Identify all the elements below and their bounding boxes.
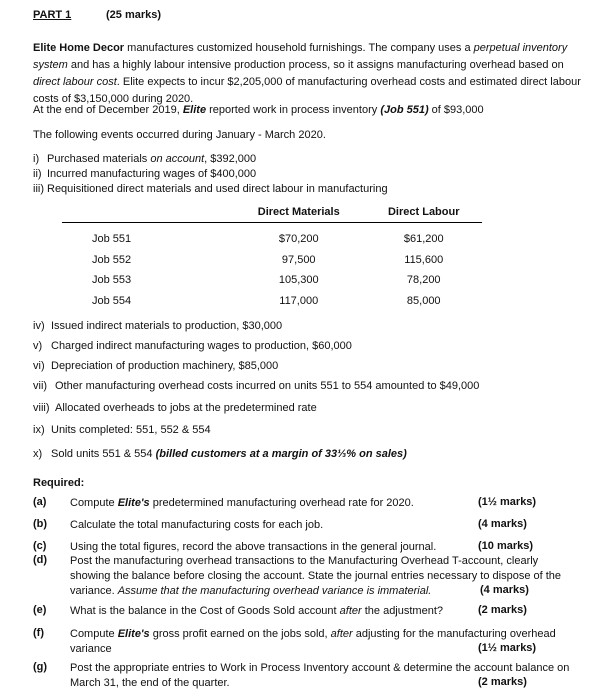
event-num: v) (33, 340, 43, 352)
table-cell: Job 552 (92, 253, 132, 266)
intro-dlc: direct labour cost (33, 76, 117, 88)
intro-paragraph (33, 40, 585, 108)
event-text: Sold units 551 & 554 (51, 448, 156, 460)
table-cell: 115,600 (404, 253, 444, 266)
table-header (62, 206, 232, 223)
req-marks: (1½ marks) (478, 496, 537, 508)
event-item (33, 320, 282, 332)
table-header: Direct Labour (365, 206, 482, 223)
event-text: Other manufacturing overhead costs incurred on units 551 to 554 amounted to $49,000 (55, 380, 480, 392)
req-part: gross profit earned on the jobs sold, (149, 628, 331, 640)
event-item (33, 424, 211, 436)
event-text: Units completed: 551, 552 & 554 (51, 424, 211, 436)
intro-text-2: and has a highly labour intensive production process, so it assigns manufacturing overhead based on (67, 59, 564, 71)
event-item (33, 168, 256, 180)
req-label: (f) (33, 627, 44, 639)
event-item (33, 380, 479, 392)
event-text: Incurred manufacturing wages of $400,000 (47, 168, 257, 180)
event-num: vi) (33, 360, 45, 372)
events-intro: The following events occurred during January - March 2020. (33, 129, 326, 141)
event-num: ix) (33, 424, 45, 436)
event-item (33, 448, 407, 460)
table-cell: 78,200 (406, 274, 441, 287)
req-label: (e) (33, 604, 47, 616)
event-num: iii) (33, 183, 44, 195)
table-row (62, 250, 482, 271)
req-marks: (1½ marks) (478, 642, 537, 654)
req-elite: Elite's (117, 628, 150, 640)
req-label: (a) (33, 496, 47, 508)
event-italic: on account (150, 153, 205, 165)
table-header-row (62, 206, 482, 223)
req-text: Post the appropriate entries to Work in Process Inventory account & determine the account balance on March 31, the end of the quarter. (70, 662, 570, 689)
req-marks: (2 marks) (478, 604, 527, 616)
req-label: (b) (33, 518, 48, 530)
req-part: the adjustment? (361, 605, 444, 617)
req-part: Compute (70, 497, 118, 509)
event-num: i) (33, 153, 40, 165)
req-marks: (4 marks) (478, 518, 527, 530)
req-label: (c) (33, 540, 47, 552)
company-name: Elite Home Decor (33, 42, 125, 54)
intro-text-3: . Elite expects to incur $2,205,000 of manufacturing overhead costs and estimated direct labour costs of $3,150,000 during 2020. (33, 76, 581, 105)
req-label: (g) (33, 661, 48, 673)
event-item (33, 153, 256, 165)
event-num: iv) (33, 320, 45, 332)
table-cell: 117,000 (279, 294, 319, 307)
wip-line (33, 104, 484, 116)
table-cell: Job 554 (92, 294, 132, 307)
table-cell: Job 551 (92, 233, 132, 246)
req-text: Calculate the total manufacturing costs for each job. (70, 519, 324, 531)
req-part: Compute (70, 628, 118, 640)
wip-elite: Elite (182, 104, 207, 116)
req-italic: Assume that the manufacturing overhead variance is immaterial. (117, 585, 432, 597)
table-cell: $61,200 (403, 233, 444, 246)
event-item (33, 360, 278, 372)
table-cell: 105,300 (278, 274, 319, 287)
table-cell: 85,000 (406, 294, 441, 307)
event-num: vii) (33, 380, 48, 392)
req-elite: Elite's (117, 497, 150, 509)
table-cell: 97,500 (281, 253, 316, 266)
event-num: x) (33, 448, 43, 460)
part-marks: (25 marks) (106, 9, 162, 21)
event-item (33, 402, 317, 414)
event-text: Purchased materials (47, 153, 151, 165)
table-row (62, 291, 482, 312)
event-text: Issued indirect materials to production, $30,000 (51, 320, 283, 332)
job-cost-table (62, 206, 482, 311)
req-part: adjusting for the manufacturing overhead variance (70, 628, 556, 655)
req-marks: (2 marks) (478, 676, 527, 688)
event-text: Charged indirect manufacturing wages to production, $60,000 (51, 340, 352, 352)
req-italic: after (339, 605, 362, 617)
intro-text-1: manufactures customized household furnishings. The company uses a (124, 42, 474, 54)
req-label: (d) (33, 554, 48, 566)
event-num: viii) (33, 402, 50, 414)
wip-text-2: reported work in process inventory (206, 104, 381, 116)
event-text: Depreciation of production machinery, $85,000 (51, 360, 279, 372)
event-italic: (billed customers at a margin of 33⅓% on sales) (155, 448, 407, 460)
required-title: Required: (33, 477, 85, 489)
req-part: What is the balance in the Cost of Goods Sold account (70, 605, 340, 617)
event-text: Requisitioned direct materials and used direct labour in manufacturing (47, 183, 388, 195)
event-item (33, 183, 388, 195)
wip-text-1: At the end of December 2019, (33, 104, 183, 116)
req-text: Using the total figures, record the above transactions in the general journal. (70, 541, 437, 553)
table-row (62, 270, 482, 291)
wip-text-3: of $93,000 (428, 104, 484, 116)
event-item (33, 340, 352, 352)
req-italic: after (330, 628, 353, 640)
req-part: Post the manufacturing overhead transactions to the Manufacturing Overhead T-account, clearly showing the balance before closing the account. State the journal entries necessary to dispose of the variance. (70, 555, 562, 597)
req-part: predetermined manufacturing overhead rate for 2020. (149, 497, 414, 509)
event-num: ii) (33, 168, 42, 180)
table-cell: Job 553 (92, 274, 132, 287)
table-row (62, 229, 482, 250)
event-rest: , $392,000 (204, 153, 257, 165)
req-marks: (10 marks) (478, 540, 534, 552)
event-text: Allocated overheads to jobs at the predetermined rate (55, 402, 317, 414)
table-header: Direct Materials (232, 206, 365, 223)
wip-job: (Job 551) (380, 104, 429, 116)
part-title: PART 1 (33, 9, 72, 21)
table-cell: $70,200 (278, 233, 319, 246)
intro-perpetual: perpetual inventory system (33, 42, 568, 71)
req-marks: (4 marks) (480, 584, 529, 596)
